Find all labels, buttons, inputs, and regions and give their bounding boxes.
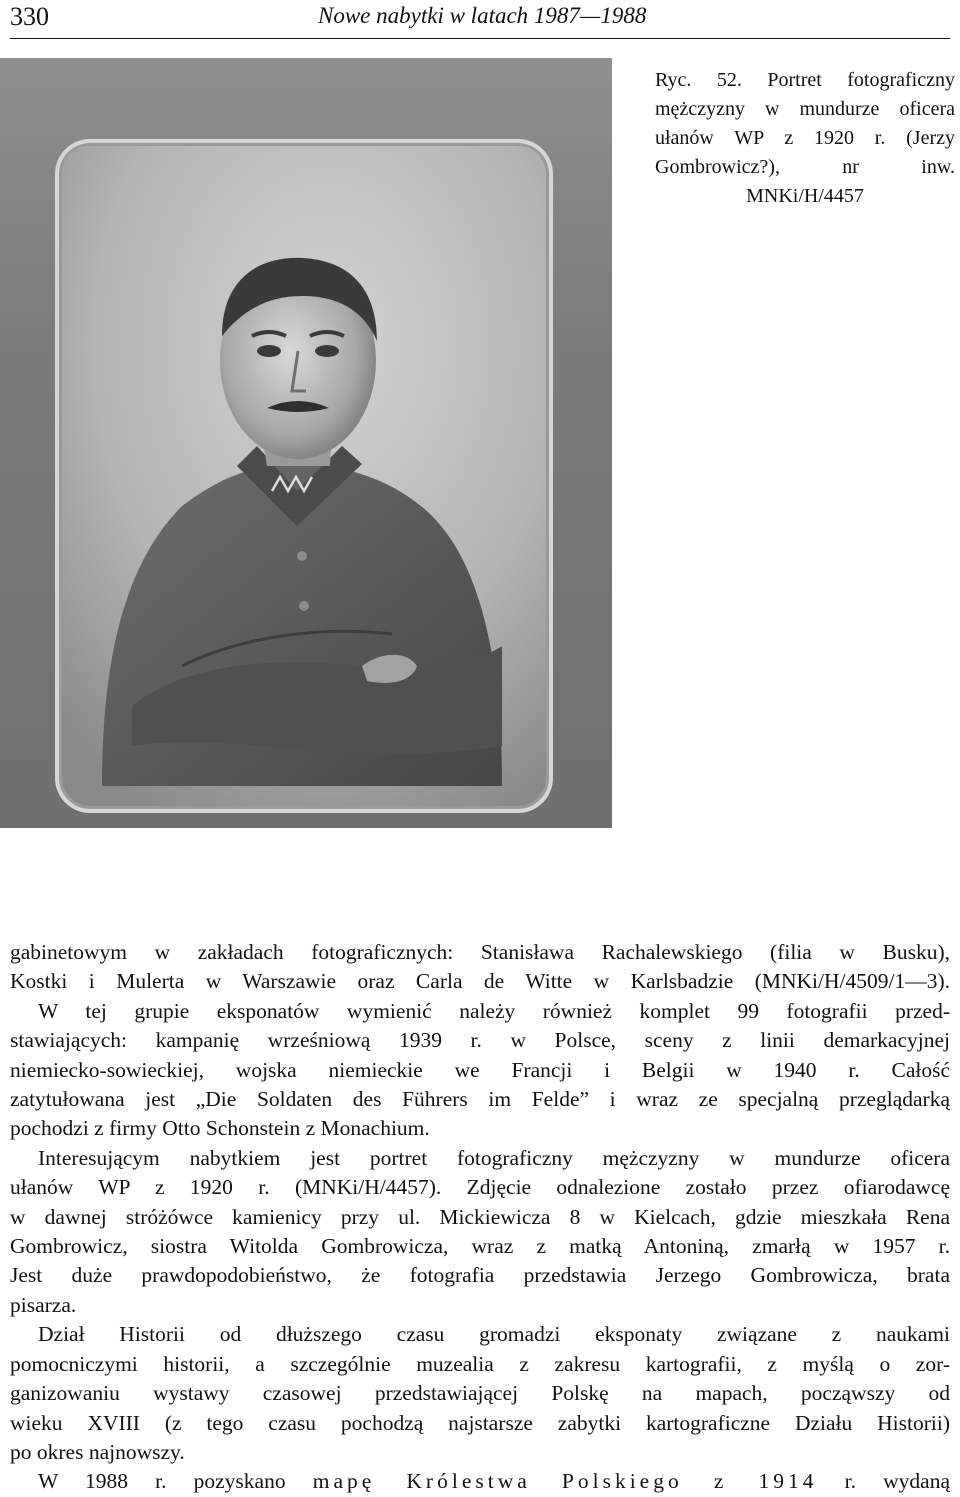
text-line: ganizowaniu wystawy czasowej przedstawiającej Polskę na mapach, począwszy od: [10, 1381, 950, 1406]
text-line: pisarza.: [10, 1292, 77, 1317]
body-text: [10, 938, 950, 1497]
text-line: Kostki i Mulerta w Warszawie oraz Carla de Witte w Karlsbadzie (MNKi/H/4509/1—3).: [10, 969, 950, 994]
caption-line: Ryc. 52. Portret fotograficzny: [655, 69, 955, 91]
text-line: pomocniczymi historii, a szczególnie muzealia z zakresu kartografii, z myślą o zor-: [10, 1351, 950, 1376]
text-line: Interesującym nabytkiem jest portret fotograficzny mężczyzny w mundurze oficera: [38, 1145, 950, 1170]
page-header: [10, 0, 950, 39]
text-line: ułanów WP z 1920 r. (MNKi/H/4457). Zdjęcie odnalezione zostało przez ofiarodawcę: [10, 1175, 950, 1200]
portrait-image: [62, 146, 546, 806]
figure-caption: [655, 66, 955, 211]
caption-line: mężczyzny w mundurze oficera: [655, 98, 955, 120]
text-line: po okres najnowszy.: [10, 1439, 185, 1464]
portrait-photograph: [62, 146, 546, 806]
text-line: gabinetowym w zakładach fotograficznych: Stanisława Rachalewskiego (filia w Busku),: [10, 940, 950, 964]
final-line-part1: W 1988 r. pozyskano: [38, 1469, 313, 1494]
final-line-part3: r. wydaną: [817, 1469, 950, 1494]
running-head: Nowe nabytki w latach 1987—1988: [318, 3, 647, 28]
text-line: niemiecko-sowieckiej, wojska niemieckie we Francji i Belgii w 1940 r. Całość: [10, 1057, 950, 1082]
caption-line: ułanów WP z 1920 r. (Jerzy: [655, 127, 955, 149]
caption-line: MNKi/H/4457: [746, 185, 864, 207]
text-line-final: [10, 1467, 950, 1496]
caption-line: Gombrowicz?), nr inw.: [655, 156, 955, 178]
text-line: Jest duże prawdopodobieństwo, że fotografia przedstawia Jerzego Gombrowicza, brata: [10, 1263, 950, 1288]
text-line: wieku XVIII (z tego czasu pochodzą najstarsze zabytki kartograficzne Działu Historii): [10, 1410, 950, 1435]
page-number: 330: [10, 2, 49, 31]
photograph-plate: [0, 58, 612, 828]
text-line: pochodzi z firmy Otto Schonstein z Monachium.: [10, 1116, 430, 1141]
text-line: stawiających: kampanię wrześniową 1939 r. w Polsce, sceny z linii demarkacyjnej: [10, 1028, 950, 1053]
text-line: Dział Historii od dłuższego czasu gromadzi eksponaty związane z naukami: [38, 1322, 950, 1347]
final-line-spaced: mapę Królestwa Polskiego z 1914: [312, 1469, 818, 1494]
text-line: zatytułowana jest „Die Soldaten des Führers im Felde” i wraz ze specjalną przeglądarką: [10, 1087, 950, 1112]
text-line: w dawnej stróżówce kamienicy przy ul. Mickiewicza 8 w Kielcach, gdzie mieszkała Rena: [10, 1204, 950, 1229]
text-line: Gombrowicz, siostra Witolda Gombrowicza, wraz z matką Antoniną, zmarłą w 1957 r.: [10, 1234, 950, 1259]
text-line: W tej grupie eksponatów wymienić należy również komplet 99 fotografii przed-: [38, 998, 950, 1023]
